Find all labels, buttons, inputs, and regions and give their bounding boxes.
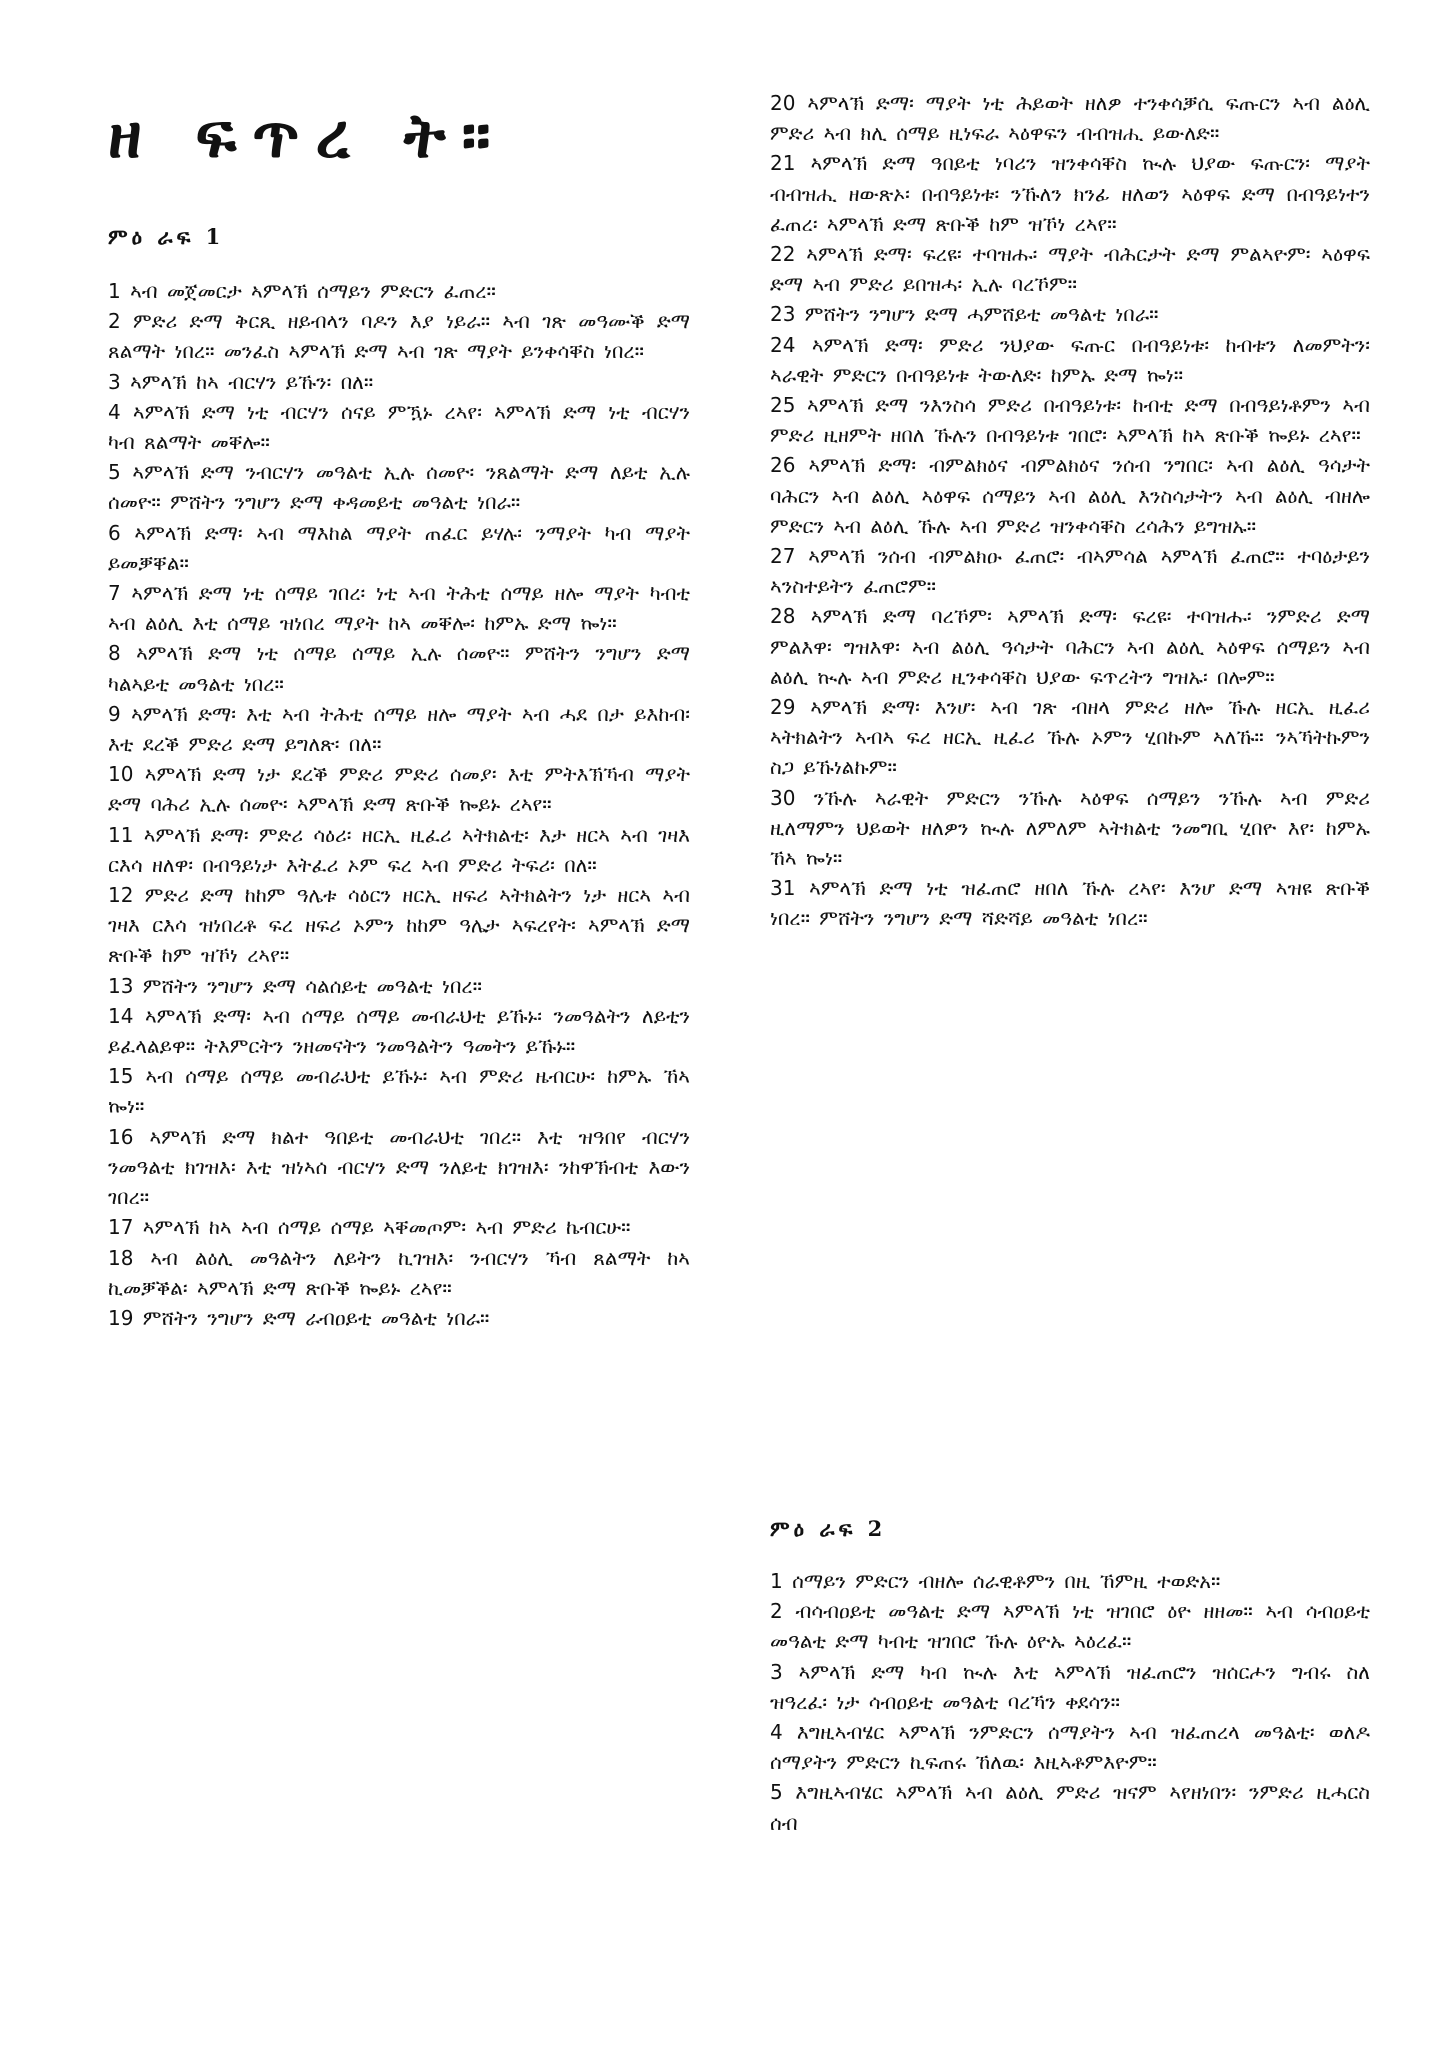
chapter-1-verses-left-column xyxy=(108,276,690,1333)
verse-1-1: 1 ኣብ መጀመርታ ኣምላኽ ሰማይን ምድርን ፈጠረ። xyxy=(108,279,496,303)
verse-2-1: 1 ሰማይን ምድርን ብዘሎ ሰራዊቶምን በዚ ኸምዚ ተወድአ። xyxy=(770,1569,1221,1593)
verse-1-4: 4 ኣምላኽ ድማ ነቲ ብርሃን ሰናይ ምዃኑ ረኣየ፡ ኣምላኽ ድማ ነቲ ብርሃን ካብ ጸልማት መቐሎ። xyxy=(108,399,690,455)
verse-1-25: 25 ኣምላኽ ድማ ንእንስሳ ምድሪ በብዓይነቱ፡ ከብቲ ድማ በብዓይነቶምን ኣብ ምድሪ ዚዘምት ዘበለ ኹሉን በብዓይነቱ ገበሮ፡ ኣምላኽ ከኣ ጽቡቕ ኰይኑ ረኣየ። xyxy=(770,393,1370,448)
verse-1-31: 31 ኣምላኽ ድማ ነቲ ዝፈጠሮ ዘበለ ኹሉ ረኣየ፡ እንሆ ድማ ኣዝዩ ጽቡቕ ነበረ። ምሸትን ንግሆን ድማ ሻድሻይ መዓልቲ ነበረ። xyxy=(770,876,1370,931)
verse-1-22: 22 ኣምላኽ ድማ፡ ፍረዩ፡ ተባዝሑ፡ ማያት ብሕርታት ድማ ምልኣዮም፡ ኣዕዋፍ ድማ ኣብ ምድሪ ይበዝሓ፡ ኢሉ ባረኾም። xyxy=(770,242,1370,297)
book-title: ዘ ፍጥረ ት። xyxy=(108,99,507,172)
verse-1-14: 14 ኣምላኽ ድማ፡ ኣብ ሰማይ ሰማይ መብራህቲ ይኹኑ፡ ንመዓልትን ለይቲን ይፈላልይዋ። ትእምርትን ንዘመናትን ንመዓልትን ዓመትን ይኹኑ። xyxy=(108,1003,690,1059)
chapter-1-heading: ምዕ ራፍ 1 xyxy=(108,224,225,249)
verse-1-30: 30 ንኹሉ ኣራዊት ምድርን ንኹሉ ኣዕዋፍ ሰማይን ንኹሉ ኣብ ምድሪ ዚለማምን ህይወት ዘለዎን ኲሉ ለምለም ኣትክልቲ ንመግቢ ሂበዮ እየ፡ ከምኡ ኸኣ ኰነ። xyxy=(770,785,1370,871)
verse-1-11: 11 ኣምላኽ ድማ፡ ምድሪ ሳዕሪ፡ ዘርኢ ዚፈሪ ኣትክልቲ፡ እታ ዘርኣ ኣብ ገዛእ ርእሳ ዘለዋ፡ በብዓይነታ እትፈሪ ኦም ፍረ ኣብ ምድሪ ትፍሪ፡ በለ። xyxy=(108,822,690,877)
verse-2-5: 5 እግዚኣብሄር ኣምላኽ ኣብ ልዕሊ ምድሪ ዝናም ኣየዘነበን፡ ንምድሪ ዚሓርስ ሰብ xyxy=(770,1780,1370,1835)
verse-1-29: 29 ኣምላኽ ድማ፡ እንሆ፡ ኣብ ገጽ ብዘላ ምድሪ ዘሎ ኹሉ ዘርኢ ዚፈሪ ኣትክልትን ኣብኣ ፍረ ዘርኢ ዚፈሪ ኹሉ ኦምን ሂበኩም ኣለኹ። ንኣኻትኩምን ስጋ ይኹነልኩም። xyxy=(770,695,1370,780)
verse-1-3: 3 ኣምላኽ ከኣ ብርሃን ይኹን፡ በለ። xyxy=(108,369,374,394)
verse-1-19: 19 ምሸትን ንግሆን ድማ ራብዐይቲ መዓልቲ ነበራ። xyxy=(108,1305,490,1330)
verse-1-6: 6 ኣምላኽ ድማ፡ ኣብ ማእከል ማያት ጠፈር ይሃሉ፡ ንማያት ካብ ማያት ይመቓቐል። xyxy=(108,520,690,575)
verse-1-26: 26 ኣምላኽ ድማ፡ ብምልክዕና ብምልክዕና ንሰብ ንግበር፡ ኣብ ልዕሊ ዓሳታት ባሕርን ኣብ ልዕሊ ኣዕዋፍ ሰማይን ኣብ ልዕሊ እንስሳታትን ኣብ ልዕሊ ብዘሎ ምድርን ኣብ ልዕሊ ኹሉ ኣብ ምድሪ ዝንቀሳቐስ ረሳሕን ይግዝኡ። xyxy=(770,453,1370,538)
verse-1-24: 24 ኣምላኽ ድማ፡ ምድሪ ንህያው ፍጡር በብዓይነቱ፡ ከብቱን ለመምትን፡ ኣራዊት ምድርን በብዓይነቱ ትውለድ፡ ከምኡ ድማ ኰነ። xyxy=(770,332,1370,387)
verse-1-21: 21 ኣምላኽ ድማ ዓበይቲ ነባሪን ዝንቀሳቐስ ኲሉ ህያው ፍጡርን፡ ማያት ብብዝሒ ዘውጽኦ፡ በብዓይነቱ፡ ንኹለን ክንፊ ዘለወን ኣዕዋፍ ድማ በብዓይነተን ፈጠረ፡ ኣምላኽ ድማ ጽቡቕ ከም ዝኾነ ረኣየ። xyxy=(770,151,1370,236)
verse-1-20: 20 ኣምላኽ ድማ፡ ማያት ነቲ ሕይወት ዘለዎ ተንቀሳቓሲ ፍጡርን ኣብ ልዕሊ ምድሪ ኣብ ክሊ ሰማይ ዚነፍራ ኣዕዋፍን ብብዝሒ ይውለድ። xyxy=(770,91,1370,146)
verse-1-16: 16 ኣምላኽ ድማ ክልተ ዓበይቲ መብራህቲ ገበረ። እቲ ዝዓበየ ብርሃን ንመዓልቲ ክገዝእ፡ እቲ ዝነኣሰ ብርሃን ድማ ንለይቲ ክገዝእ፡ ንከዋኽብቲ እውን ገበረ። xyxy=(108,1124,690,1210)
verse-1-23: 23 ምሸትን ንግሆን ድማ ሓምሸይቲ መዓልቲ ነበራ። xyxy=(770,302,1159,327)
chapter-2-verses xyxy=(770,1566,1370,1838)
verse-2-3: 3 ኣምላኽ ድማ ካብ ኲሉ እቲ ኣምላኽ ዝፈጠሮን ዝሰርሖን ግብሩ ስለ ዝዓረፈ፡ ነታ ሳብዐይቲ መዓልቲ ባረኻን ቀደሳን። xyxy=(770,1659,1370,1714)
verse-1-8: 8 ኣምላኽ ድማ ነቲ ሰማይ ሰማይ ኢሉ ሰመዮ። ምሸትን ንግሆን ድማ ካልኣይቲ መዓልቲ ነበረ። xyxy=(108,641,690,696)
verse-1-12: 12 ምድሪ ድማ ከከም ዓሌቱ ሳዕርን ዘርኢ ዘፍሪ ኣትክልትን ነታ ዘርኣ ኣብ ገዛእ ርእሳ ዝነበረቶ ፍረ ዘፍሪ ኦምን ከከም ዓሌታ ኣፍረየት፡ ኣምላኽ ድማ ጽቡቕ ከም ዝኾነ ረኣየ። xyxy=(108,883,690,968)
verse-1-10: 10 ኣምላኽ ድማ ነታ ደረቕ ምድሪ ምድሪ ሰመያ፡ እቲ ምትእኽኻብ ማያት ድማ ባሕሪ ኢሉ ሰመዮ፡ ኣምላኽ ድማ ጽቡቕ ኰይኑ ረኣየ። xyxy=(108,762,690,817)
verse-1-9: 9 ኣምላኽ ድማ፡ እቲ ኣብ ትሕቲ ሰማይ ዘሎ ማያት ኣብ ሓደ በታ ይእከብ፡ እቲ ደረቕ ምድሪ ድማ ይግለጽ፡ በለ። xyxy=(108,701,690,757)
verse-1-2: 2 ምድሪ ድማ ቅርጺ ዘይብላን ባዶን እያ ነይራ። ኣብ ገጽ መዓሙቕ ድማ ጸልማት ነበረ። መንፈስ ኣምላኽ ድማ ኣብ ገጽ ማያት ይንቀሳቐስ ነበረ። xyxy=(108,309,690,364)
verse-1-27: 27 ኣምላኽ ንሰብ ብምልክዑ ፈጠሮ፡ ብኣምሳል ኣምላኽ ፈጠሮ። ተባዕታይን ኣንስተይትን ፈጠሮም። xyxy=(770,544,1370,599)
verse-2-2: 2 ብሳብዐይቲ መዓልቲ ድማ ኣምላኽ ነቲ ዝገበሮ ዕዮ ዘዘመ። ኣብ ሳብዐይቲ መዓልቲ ድማ ካብቲ ዝገበሮ ኹሉ ዕዮኡ ኣዕረፈ። xyxy=(770,1599,1370,1654)
verse-1-13: 13 ምሸትን ንግሆን ድማ ሳልሰይቲ መዓልቲ ነበረ። xyxy=(108,973,482,998)
chapter-2-heading: ምዕ ራፍ 2 xyxy=(770,1516,887,1541)
verse-1-5: 5 ኣምላኽ ድማ ንብርሃን መዓልቲ ኢሉ ሰመዮ፡ ንጸልማት ድማ ለይቲ ኢሉ ሰመዮ። ምሸትን ንግሆን ድማ ቀዳመይቲ መዓልቲ ነበራ። xyxy=(108,460,690,515)
verse-1-28: 28 ኣምላኽ ድማ ባረኾም፡ ኣምላኽ ድማ፡ ፍረዩ፡ ተባዝሑ፡ ንምድሪ ድማ ምልእዋ፡ ግዝእዋ፡ ኣብ ልዕሊ ዓሳታት ባሕርን ኣብ ልዕሊ ኣዕዋፍ ሰማይን ኣብ ልዕሊ ኲሉ ኣብ ምድሪ ዚንቀሳቐስ ህያው ፍጥረትን ግዝኡ፡ በሎም። xyxy=(770,604,1370,689)
verse-1-17: 17 ኣምላኽ ከኣ ኣብ ሰማይ ሰማይ ኣቐመጦም፡ ኣብ ምድሪ ኬብርሁ። xyxy=(108,1215,631,1240)
verse-1-7: 7 ኣምላኽ ድማ ነቲ ሰማይ ገበረ፡ ነቲ ኣብ ትሕቲ ሰማይ ዘሎ ማያት ካብቲ ኣብ ልዕሊ እቲ ሰማይ ዝነበረ ማያት ከኣ መቐሎ፡ ከምኡ ድማ ኰነ። xyxy=(108,581,690,636)
chapter-1-verses-right-column xyxy=(770,88,1370,934)
verse-1-15: 15 ኣብ ሰማይ ሰማይ መብራህቲ ይኹኑ፡ ኣብ ምድሪ ዜብርሁ፡ ከምኡ ኸኣ ኰነ። xyxy=(108,1064,690,1119)
verse-2-4: 4 እግዚኣብሄር ኣምላኽ ንምድርን ሰማያትን ኣብ ዝፈጠረላ መዓልቲ፡ ወለዶ ሰማያትን ምድርን ኪፍጠሩ ኸለዉ፡ እዚኣቶምእዮም። xyxy=(770,1720,1370,1775)
verse-1-18: 18 ኣብ ልዕሊ መዓልትን ለይትን ኪገዝእ፡ ንብርሃን ኻብ ጸልማት ከኣ ኪመቓቕል፡ ኣምላኽ ድማ ጽቡቕ ኰይኑ ረኣየ። xyxy=(108,1245,690,1300)
